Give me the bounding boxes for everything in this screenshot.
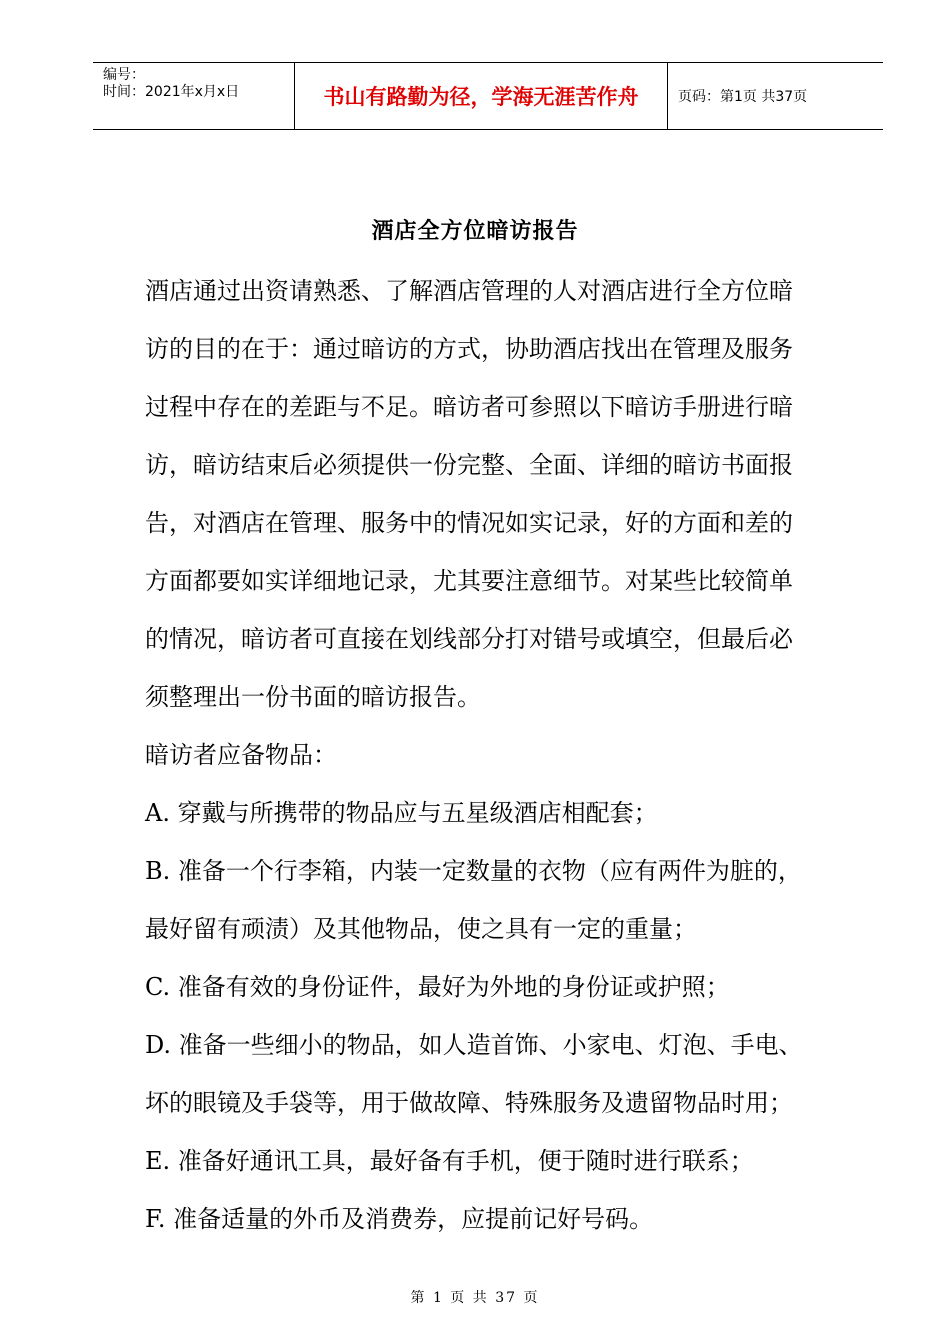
body-line: F. 准备适量的外币及消费券，应提前记好号码。 [145, 1205, 654, 1233]
body-line: 访的目的在于：通过暗访的方式，协助酒店找出在管理及服务 [145, 335, 793, 363]
body-line: 的情况，暗访者可直接在划线部分打对错号或填空，但最后必 [145, 625, 793, 653]
body-line: A. 穿戴与所携带的物品应与五星级酒店相配套； [145, 799, 658, 827]
body-line: 须整理出一份书面的暗访报告。 [145, 683, 481, 711]
page-info: 页码：第1页 共37页 [678, 89, 808, 105]
body-line: C. 准备有效的身份证件，最好为外地的身份证或护照； [145, 973, 730, 1001]
body-line: E. 准备好通讯工具，最好备有手机，便于随时进行联系； [145, 1147, 754, 1175]
document-title: 酒店全方位暗访报告 [371, 218, 579, 244]
body-line: 告，对酒店在管理、服务中的情况如实记录，好的方面和差的 [145, 509, 793, 537]
time-label: 时间：2021年x月x日 [103, 84, 240, 100]
header-motto-cell [295, 63, 668, 129]
body-line: 方面都要如实详细地记录，尤其要注意细节。对某些比较简单 [145, 567, 793, 595]
body-line: 暗访者应备物品： [145, 741, 337, 769]
motto-text: 书山有路勤为径，学海无涯苦作舟 [323, 85, 639, 109]
body-line: 坏的眼镜及手袋等，用于做故障、特殊服务及遗留物品时用； [145, 1089, 793, 1117]
document-body [145, 262, 851, 1248]
body-line: D. 准备一些细小的物品，如人造首饰、小家电、灯泡、手电、 [145, 1031, 803, 1059]
number-label: 编号： [103, 67, 145, 83]
body-line: 最好留有顽渍）及其他物品，使之具有一定的重量； [145, 915, 697, 943]
body-line: 过程中存在的差距与不足。暗访者可参照以下暗访手册进行暗 [145, 393, 793, 421]
header-table [93, 62, 883, 130]
body-line: B. 准备一个行李箱，内装一定数量的衣物（应有两件为脏的， [145, 857, 802, 885]
header-meta-cell [93, 63, 295, 129]
body-line: 访，暗访结束后必须提供一份完整、全面、详细的暗访书面报 [145, 451, 793, 479]
header-page-cell [668, 63, 883, 129]
page-footer: 第 1 页 共 37 页 [410, 1290, 540, 1306]
body-line: 酒店通过出资请熟悉、了解酒店管理的人对酒店进行全方位暗 [145, 277, 793, 305]
